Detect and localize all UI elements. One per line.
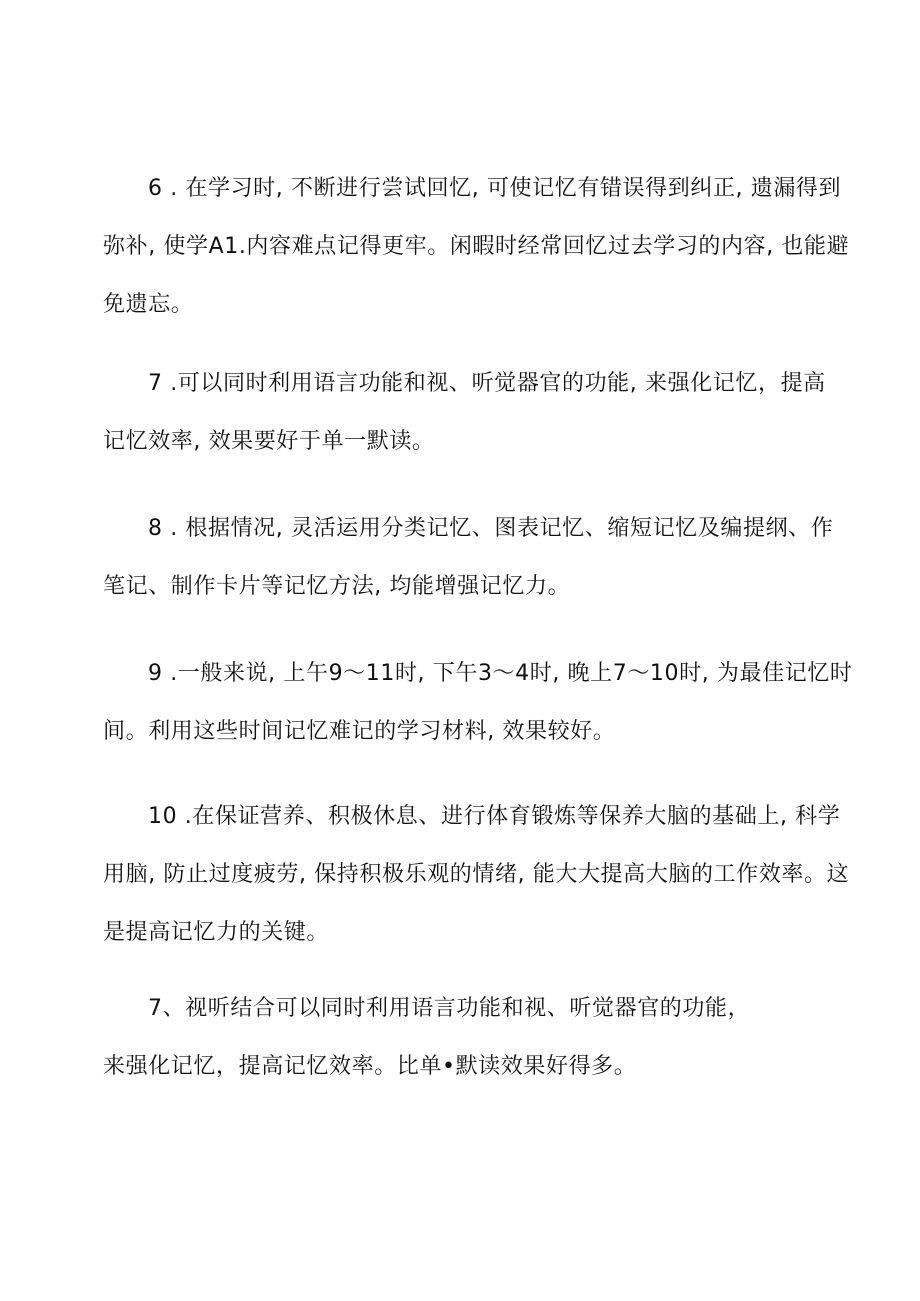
paragraph-line: 8 . 根据情况, 灵活运用分类记忆、图表记忆、缩短记忆及编提纲、作 [148, 516, 834, 541]
paragraph-line: 免遗忘。 [103, 292, 194, 317]
paragraph-item-10 [103, 788, 850, 962]
paragraph-line: 9 .一般来说, 上午9～11时, 下午3～4时, 晚上7～10时, 为最佳记忆时 [148, 661, 853, 686]
paragraph-item-7-repeat [103, 980, 813, 1096]
paragraph-line: 用脑, 防止过度疲劳, 保持积极乐观的情绪, 能大大提高大脑的工作效率。这 [103, 862, 850, 887]
paragraph-line: 6 . 在学习时, 不断进行尝试回忆, 可使记忆有错误得到纠正, 遗漏得到 [148, 176, 842, 201]
paragraph-line: 7 .可以同时利用语言功能和视、听觉器官的功能, 来强化记忆，提高 [148, 371, 826, 396]
paragraph-line: 是提高记忆力的关键。 [103, 920, 330, 945]
paragraph-line: 笔记、制作卡片等记忆方法, 均能增强记忆力。 [103, 574, 571, 599]
paragraph-line: 记忆效率, 效果要好于单一默读。 [103, 429, 435, 454]
paragraph-item-9 [103, 645, 853, 761]
paragraph-item-7 [103, 355, 826, 471]
paragraph-line: 弥补, 使学A1.内容难点记得更牢。闲暇时经常回忆过去学习的内容, 也能避 [103, 234, 850, 259]
paragraph-item-6 [103, 160, 850, 334]
paragraph-line: 10 .在保证营养、积极休息、进行体育锻炼等保养大脑的基础上, 科学 [148, 804, 841, 829]
paragraph-item-8 [103, 500, 834, 616]
paragraph-line: 间。利用这些时间记忆难记的学习材料, 效果较好。 [103, 719, 616, 744]
paragraph-line: 7、视听结合可以同时利用语言功能和视、听觉器官的功能， [148, 996, 751, 1021]
paragraph-line: 来强化记忆，提高记忆效率。比单•默读效果好得多。 [103, 1054, 637, 1079]
